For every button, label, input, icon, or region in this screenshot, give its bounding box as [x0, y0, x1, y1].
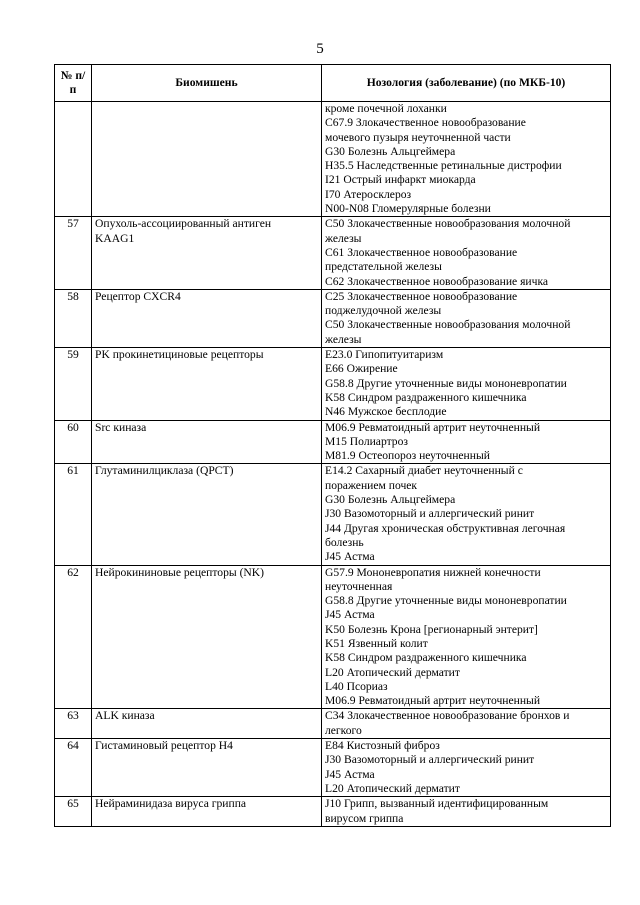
row-number: 65	[55, 797, 92, 827]
nosology-line: J30 Вазомоторный и аллергический ринит	[325, 753, 535, 767]
nosology-line: G57.9 Мононевропатия нижней конечности	[325, 565, 541, 579]
nosology-line: G30 Болезнь Альцгеймера	[325, 493, 456, 507]
nosology-line: G58.8 Другие уточненные виды мононевропатии	[325, 594, 567, 608]
nosology-line: J45 Астма	[325, 767, 375, 781]
biotarget-line: Гистаминовый рецептор H4	[95, 739, 233, 753]
nosology-line: J45 Астма	[325, 550, 375, 564]
row-number: 64	[55, 739, 92, 797]
page-number: 5	[316, 41, 324, 57]
biotarget-cell	[92, 709, 322, 739]
nosology-line: K58 Синдром раздраженного кишечника	[325, 390, 527, 404]
nosology-line: N00-N08 Гломерулярные болезни	[325, 202, 491, 216]
header-target: Биомишень	[92, 65, 322, 102]
nosology-line: M15 Полиартроз	[325, 434, 408, 448]
row-number: 62	[55, 565, 92, 709]
row-number	[55, 102, 92, 217]
table-row	[55, 289, 611, 347]
nosology-cell	[322, 797, 611, 827]
nosology-line: легкого	[325, 723, 362, 737]
nosology-cell	[322, 289, 611, 347]
nosology-line: E66 Ожирение	[325, 362, 398, 376]
nosology-line: M06.9 Ревматоидный артрит неуточненный	[325, 694, 541, 708]
nosology-line: вирусом гриппа	[325, 811, 404, 825]
biotarget-line: Нейраминидаза вируса гриппа	[95, 797, 247, 811]
biotarget-line: Рецептор CXCR4	[95, 289, 181, 303]
table-row	[55, 739, 611, 797]
nosology-cell	[322, 348, 611, 420]
nosology-cell	[322, 102, 611, 217]
biotarget-cell	[92, 464, 322, 565]
table-row	[55, 797, 611, 827]
biotarget-cell	[92, 289, 322, 347]
nosology-cell	[322, 709, 611, 739]
biotarget-line: Глутаминилциклаза (QPCT)	[95, 464, 234, 478]
nosology-line: C67.9 Злокачественное новообразование	[325, 116, 526, 130]
nosology-line: G30 Болезнь Альцгеймера	[325, 144, 456, 158]
nosology-line: E14.2 Сахарный диабет неуточненный с	[325, 464, 523, 478]
nosology-line: C62 Злокачественное новообразование яичка	[325, 274, 549, 288]
nosology-line: кроме почечной лоханки	[325, 102, 447, 115]
table-row	[55, 217, 611, 289]
biotarget-line: Src киназа	[95, 420, 147, 434]
nosology-line: I21 Острый инфаркт миокарда	[325, 173, 476, 187]
table-header-row	[55, 65, 611, 102]
nosology-line: L20 Атопический дерматит	[325, 781, 460, 795]
nosology-line: поражением почек	[325, 478, 418, 492]
biotarget-cell	[92, 739, 322, 797]
nosology-line: C25 Злокачественное новообразование	[325, 289, 518, 303]
biotarget-cell	[92, 217, 322, 289]
nosology-line: E23.0 Гипопитуитаризм	[325, 348, 444, 362]
table-row	[55, 348, 611, 420]
nosology-line: M81.9 Остеопороз неуточненный	[325, 449, 490, 463]
biotarget-cell	[92, 348, 322, 420]
nosology-line: железы	[325, 231, 362, 245]
nosology-line: K51 Язвенный колит	[325, 636, 428, 650]
nosology-line: C50 Злокачественные новообразования молочной	[325, 217, 571, 231]
nosology-line: I70 Атеросклероз	[325, 187, 412, 201]
row-number: 60	[55, 420, 92, 464]
nosology-line: J44 Другая хроническая обструктивная легочная	[325, 521, 566, 535]
nosology-line: L40 Псориаз	[325, 679, 388, 693]
table-row	[55, 102, 611, 217]
nosology-line: болезнь	[325, 535, 364, 549]
nosology-line: железы	[325, 332, 362, 346]
nosology-line: M06.9 Ревматоидный артрит неуточненный	[325, 420, 541, 434]
icd-table	[54, 64, 611, 827]
nosology-line: C61 Злокачественное новообразование	[325, 245, 518, 259]
nosology-line: C34 Злокачественное новообразование бронхов и	[325, 709, 570, 723]
table-row	[55, 709, 611, 739]
header-num: № п/п	[55, 65, 92, 102]
table-body	[55, 102, 611, 827]
row-number: 63	[55, 709, 92, 739]
nosology-cell	[322, 217, 611, 289]
biotarget-cell	[92, 420, 322, 464]
biotarget-line: PK прокинетициновые рецепторы	[95, 348, 264, 362]
nosology-line: N46 Мужское бесплодие	[325, 405, 447, 419]
nosology-line: G58.8 Другие уточненные виды мононевропатии	[325, 376, 567, 390]
biotarget-line: ALK киназа	[95, 709, 155, 723]
row-number: 59	[55, 348, 92, 420]
biotarget-cell	[92, 797, 322, 827]
nosology-line: L20 Атопический дерматит	[325, 665, 460, 679]
nosology-line: J45 Астма	[325, 608, 375, 622]
row-number: 61	[55, 464, 92, 565]
nosology-line: H35.5 Наследственные ретинальные дистрофии	[325, 159, 562, 173]
nosology-line: K58 Синдром раздраженного кишечника	[325, 651, 527, 665]
nosology-line: C50 Злокачественные новообразования молочной	[325, 318, 571, 332]
header-nosology: Нозология (заболевание) (по МКБ-10)	[322, 65, 611, 102]
biotarget-cell	[92, 565, 322, 709]
nosology-line: J10 Грипп, вызванный идентифицированным	[325, 797, 549, 811]
biotarget-line: KAAG1	[95, 231, 135, 245]
nosology-line: K50 Болезнь Крона [регионарный энтерит]	[325, 622, 538, 636]
nosology-line: поджелудочной железы	[325, 304, 442, 318]
biotarget-line: Нейрокининовые рецепторы (NK)	[95, 565, 265, 579]
nosology-line: J30 Вазомоторный и аллергический ринит	[325, 507, 535, 521]
row-number: 58	[55, 289, 92, 347]
nosology-line: предстательной железы	[325, 260, 442, 274]
table-row	[55, 565, 611, 709]
table-row	[55, 420, 611, 464]
nosology-line: E84 Кистозный фиброз	[325, 739, 440, 753]
table-row	[55, 464, 611, 565]
nosology-line: мочевого пузыря неуточненной части	[325, 130, 511, 144]
biotarget-cell	[92, 102, 322, 217]
biotarget-line: Опухоль-ассоциированный антиген	[95, 217, 272, 231]
nosology-cell	[322, 565, 611, 709]
nosology-line: неуточненная	[325, 579, 393, 593]
nosology-cell	[322, 739, 611, 797]
nosology-cell	[322, 464, 611, 565]
nosology-cell	[322, 420, 611, 464]
row-number: 57	[55, 217, 92, 289]
